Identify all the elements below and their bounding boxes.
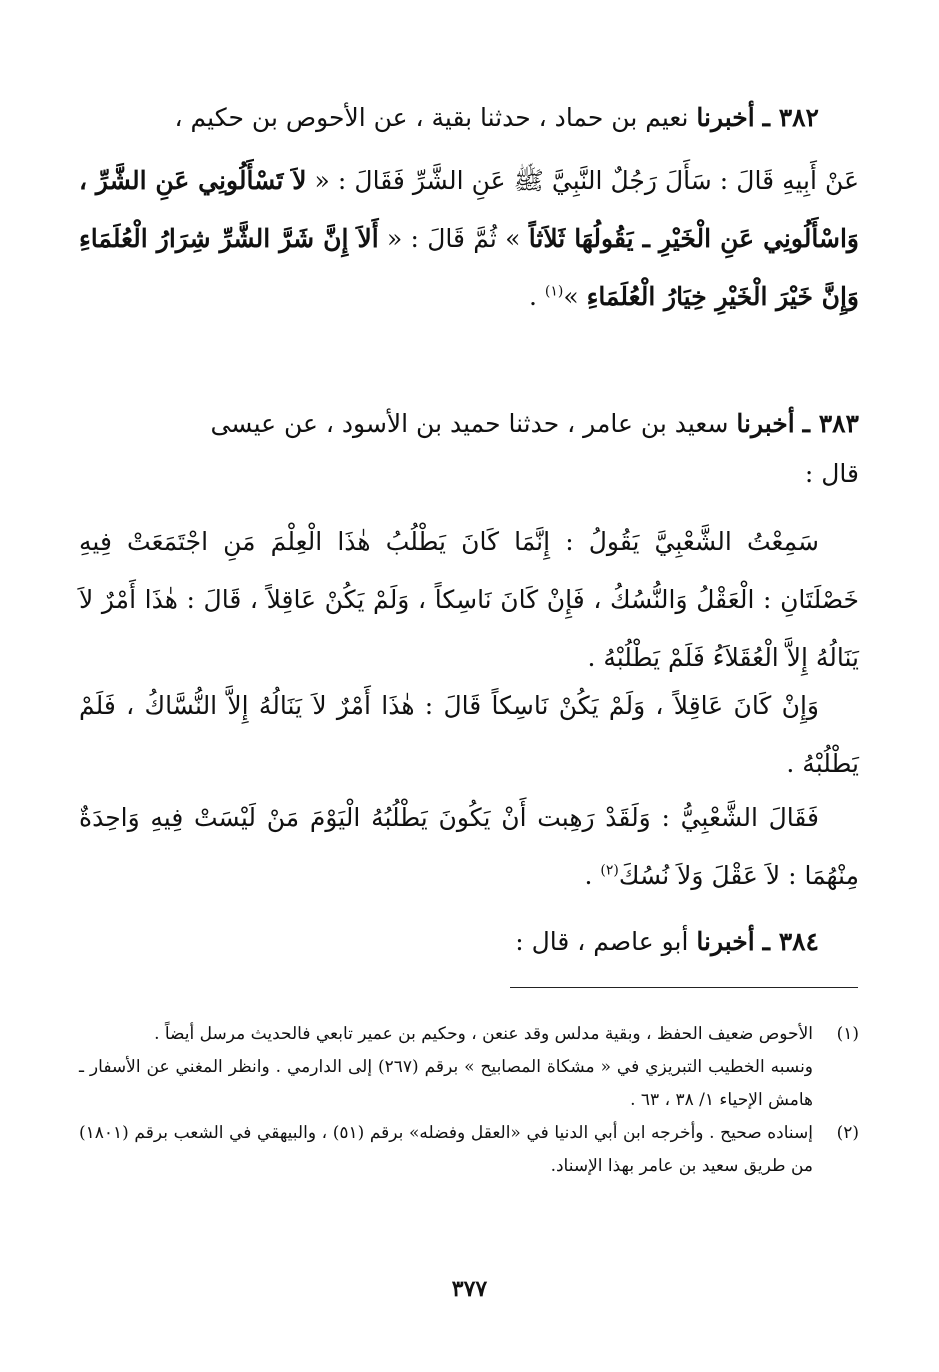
footnote-2-number: (٢) bbox=[836, 1123, 859, 1143]
hadith-383-number: ٣٨٣ ـ bbox=[802, 409, 859, 438]
hadith-382-quote-2: أَلاَ إِنَّ شَرَّ الشَّرِّ شِرَارُ الْعُلَمَاءِ وَإِنَّ خَيْرَ الْخَيْرِ خِيَارُ الْعُلَمَاءِ bbox=[79, 224, 859, 311]
footnote-1-number: (١) bbox=[836, 1024, 859, 1044]
hadith-383-end: . bbox=[584, 861, 601, 890]
page-number: ٣٧٧ bbox=[451, 1276, 488, 1302]
footnote-2 bbox=[79, 1117, 859, 1183]
hadith-383-chain-end: قال : bbox=[804, 459, 859, 488]
footnote-1 bbox=[79, 1018, 859, 1051]
hadith-384-lead: أخبرنا bbox=[696, 927, 755, 956]
footnote-1-continuation: ونسبه الخطيب التبريزي في « مشكاة المصابيح » برقم (٢٦٧) إلى الدارمي . وانظر المغني عن الأسفار ـ هامش الإحياء ١/ ٣٨ ، ٦٣ . bbox=[79, 1057, 814, 1110]
hadith-383-para-3-text: فَقَالَ الشَّعْبِيُّ : وَلَقَدْ رَهِبت أَنْ يَكُونَ يَطْلُبُهُ الْيَوْمَ مَنْ لَيْسَتْ فِيهِ وَاحِدَةٌ مِنْهُمَا : لاَ عَقْلَ وَلاَ نُسُكَ bbox=[79, 803, 859, 890]
footnote-ref-2[interactable]: (٢) bbox=[600, 862, 619, 879]
hadith-382-quote-1: لاَ تَسْأَلُونِي عَنِ الشَّرِّ ، وَاسْأَلُونِي عَنِ الْخَيْرِ ـ يَقُولُهَا ثَلاَثاً bbox=[79, 166, 859, 253]
hadith-384-header bbox=[99, 922, 819, 962]
hadith-383-header bbox=[79, 404, 859, 444]
hadith-383-chain: سعيد بن عامر ، حدثنا حميد بن الأسود ، عن عيسى bbox=[210, 409, 729, 438]
hadith-382-body-prefix: عَنْ أَبِيهِ قَالَ : سَأَلَ رَجُلٌ النَّبِيَّ ﷺ عَنِ الشَّرِّ فَقَالَ : « bbox=[314, 166, 859, 195]
hadith-382-number: ٣٨٢ ـ bbox=[762, 103, 819, 132]
footnote-1-text: الأحوص ضعيف الحفظ ، وبقية مدلس وقد عنعن ، وحكيم بن عمير تابعي فالحديث مرسل أيضاً . bbox=[154, 1024, 813, 1044]
hadith-382-text bbox=[79, 152, 859, 326]
hadith-382-header bbox=[99, 98, 819, 138]
hadith-382-middle: » ثُمَّ قَالَ : « bbox=[386, 224, 521, 253]
hadith-383-para-3 bbox=[79, 789, 859, 905]
hadith-382-close: » bbox=[563, 282, 579, 311]
hadith-383-para-2: وَإِنْ كَانَ عَاقِلاً ، وَلَمْ يَكُنْ نَاسِكاً قَالَ : هٰذَا أَمْرٌ لاَ يَنَالُهُ إِلاَّ النُّسَّاكُ ، فَلَمْ يَطْلُبْهُ . bbox=[79, 691, 859, 778]
footnotes bbox=[79, 1018, 859, 1183]
hadith-382-end: . bbox=[528, 282, 545, 311]
hadith-384-number: ٣٨٤ ـ bbox=[762, 927, 819, 956]
hadith-382-lead: أخبرنا bbox=[696, 103, 755, 132]
hadith-383-para-1: سَمِعْتُ الشَّعْبِيَّ يَقُولُ : إِنَّمَا كَانَ يَطْلُبُ هٰذَا الْعِلْمَ مَنِ اجْتَمَعَتْ فِيهِ خَصْلَتَانِ : الْعَقْلُ وَالنُّسُكُ ، فَإِنْ كَانَ نَاسِكاً ، وَلَمْ يَكُنْ عَاقِلاً ، قَالَ : هٰذَا أَمْرٌ لاَ يَنَالُهُ إِلاَّ الْعُقَلاَءُ فَلَمْ يَطْلُبْهُ . bbox=[79, 527, 859, 672]
footnote-ref-1[interactable]: (١) bbox=[544, 283, 564, 300]
footnote-separator bbox=[510, 987, 858, 988]
footnote-2-text: إسناده صحيح . وأخرجه ابن أبي الدنيا في «العقل وفضله» برقم (٥١) ، والبيهقي في الشعب برقم (١٨٠١) من طريق سعيد بن عامر بهذا الإسناد. bbox=[79, 1123, 813, 1176]
hadith-383-lead: أخبرنا bbox=[736, 409, 795, 438]
hadith-384-chain: أبو عاصم ، قال : bbox=[515, 927, 689, 956]
hadith-382-chain: نعيم بن حماد ، حدثنا بقية ، عن الأحوص بن حكيم ، bbox=[174, 103, 689, 132]
